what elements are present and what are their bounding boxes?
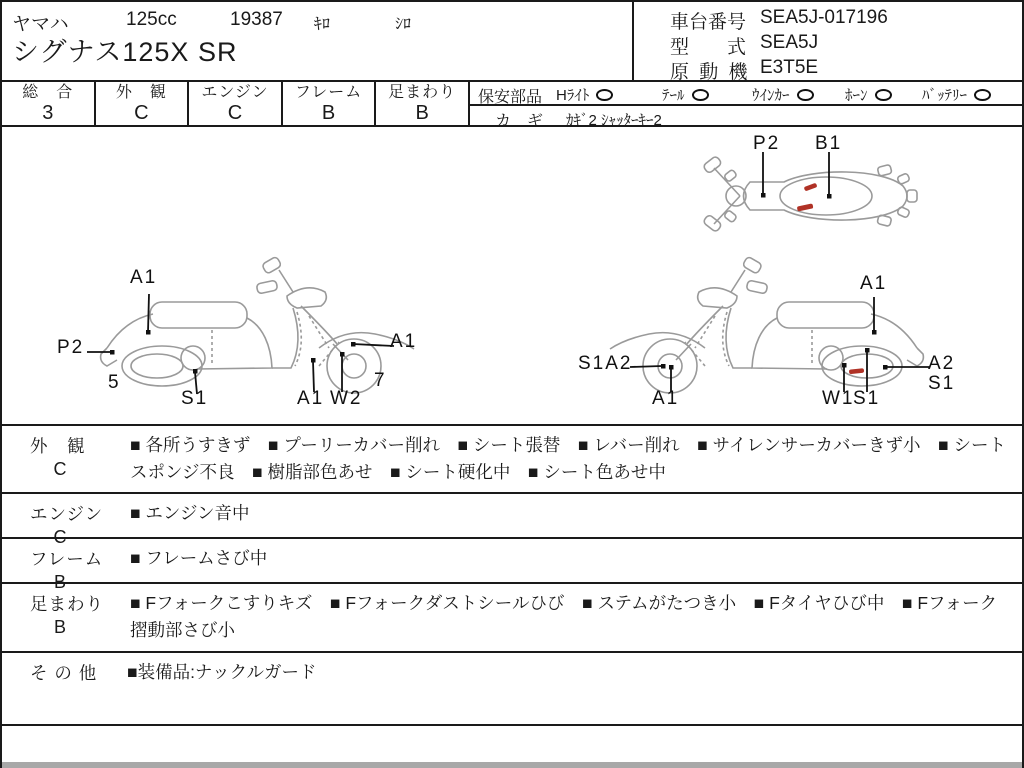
grade-box-undercarriage (376, 82, 470, 125)
front-wheel (327, 339, 381, 393)
seat-side (150, 302, 247, 328)
condition-row-other (2, 653, 1022, 726)
grade-value: B (415, 102, 429, 124)
condition-text: ■装備品:ナックルガード (127, 662, 317, 682)
safety-item-tail (662, 84, 709, 105)
condition-text: ■ Fフォークこすりキズ ■ Fフォークダストシールひび ■ ステムがたつき小 ■ Fタイヤひび中 ■ Fフォーク摺動部さび小 (130, 593, 998, 640)
condition-grade: C (53, 459, 67, 479)
damage-code-label: S1A2 (578, 353, 633, 374)
safety-parts-label: 保安部品 (478, 89, 543, 106)
color-code: ｼﾛ (395, 16, 412, 33)
key-value: ｶｷﾞ2 ｼｬｯﾀｰｷｰ2 (566, 112, 662, 129)
grade-box-exterior (96, 82, 190, 125)
damage-code-label: S1 (928, 373, 956, 394)
condition-row-frame (2, 539, 1022, 592)
condition-label: フレーム (30, 549, 104, 569)
damage-code-label: B1 (815, 133, 843, 154)
safety-item-horn (845, 84, 892, 105)
bottom-scan-edge (2, 762, 1022, 768)
damage-code-label: A1 (390, 331, 418, 352)
grade-box-engine (189, 82, 283, 125)
damage-code-label: A1 (130, 267, 158, 288)
damage-code-label: W1 (822, 388, 855, 409)
damage-mark (849, 368, 864, 374)
rear-wheel (122, 346, 202, 386)
ok-circle-icon (692, 89, 709, 101)
damage-code-label: S1 (181, 388, 209, 409)
key-row (470, 104, 1022, 130)
damage-mark (804, 183, 818, 192)
damage-code-label: W2 (330, 388, 363, 409)
grade-label: 外 観 (115, 84, 167, 101)
grade-value: 3 (42, 102, 54, 124)
grade-value: B (321, 102, 336, 124)
safety-item-name: ﾃｰﾙ (662, 87, 685, 104)
maker-name: ヤマハ (12, 14, 69, 35)
safety-item-battery (922, 84, 991, 105)
chassis-number: SEA5J-017196 (760, 7, 888, 28)
header-divider (632, 2, 634, 80)
condition-label: 外 観 (30, 436, 86, 456)
condition-label: そ の 他 (30, 663, 98, 683)
safety-item-name: ｳｲﾝｶｰ (752, 87, 790, 104)
condition-text: ■ フレームさび中 (130, 548, 268, 568)
damage-code-label: 7 (374, 370, 387, 391)
right-view-diagram (577, 254, 967, 414)
ok-circle-icon (797, 89, 814, 101)
grade-value: C (134, 102, 149, 124)
model-code-value: SEA5J (760, 32, 819, 53)
top-view-diagram (692, 130, 922, 245)
condition-label: エンジン (30, 504, 104, 524)
condition-grade: B (53, 617, 66, 637)
damage-code-label: A1 (860, 273, 888, 294)
condition-text: ■ エンジン音中 (130, 503, 250, 523)
engine-code-label: 原 動 機 (670, 62, 748, 83)
model-code-label: 型 式 (670, 37, 747, 58)
safety-item-headlight (556, 84, 613, 105)
mileage-unit: ｷﾛ (314, 16, 331, 33)
engine-code-value: E3T5E (760, 57, 819, 78)
grade-strip (2, 80, 1022, 130)
body-hull (744, 172, 908, 220)
safety-parts-row (470, 82, 1022, 104)
grade-label: フレーム (294, 84, 363, 101)
damage-code-label: P2 (753, 133, 781, 154)
safety-item-name: ﾎｰﾝ (845, 87, 868, 104)
damage-code-label: A2 (928, 353, 956, 374)
grade-value: C (227, 102, 243, 124)
safety-item-name: ﾊﾞｯﾃﾘｰ (922, 87, 968, 104)
grade-label: 足まわり (388, 84, 457, 101)
chassis-label: 車台番号 (670, 12, 747, 33)
ok-circle-icon (875, 89, 892, 101)
grade-boxes (2, 82, 470, 125)
damage-code-label: 5 (108, 372, 121, 393)
condition-label: 足まわり (30, 594, 104, 614)
condition-row-exterior (2, 426, 1022, 494)
ok-circle-icon (596, 89, 613, 101)
key-label: カ ギ (495, 113, 544, 130)
ok-circle-icon (974, 89, 991, 101)
condition-grade: C (53, 527, 67, 547)
damage-mark (797, 203, 814, 211)
condition-text: ■ 各所うすきず ■ プーリーカバー削れ ■ シート張替 ■ レバー削れ ■ サイレンサーカバーきず小 ■ シートスポンジ不良 ■ 樹脂部色あせ ■ シート硬化中 ■ シート色あせ中 (130, 435, 1006, 482)
condition-table (2, 424, 1022, 726)
leader-lines (761, 152, 832, 199)
scooter-top-view (703, 156, 917, 233)
seat-top (780, 177, 872, 215)
damage-code-label: S1 (853, 388, 881, 409)
safety-item-winker (752, 84, 814, 105)
condition-row-undercarriage (2, 584, 1022, 653)
model-name: シグナス125X SR (12, 37, 238, 67)
displacement: 125cc (126, 9, 177, 30)
grade-box-frame (283, 82, 377, 125)
condition-row-engine (2, 494, 1022, 547)
damage-code-label: P2 (57, 337, 85, 358)
mirror (262, 256, 282, 274)
grade-label: エンジン (201, 84, 269, 101)
safety-parts-area (470, 82, 1022, 130)
grade-box-overall (2, 82, 96, 125)
condition-grade: B (53, 572, 66, 592)
mileage-value: 19387 (230, 9, 283, 30)
damage-code-label: A1 (297, 388, 325, 409)
damage-marks (797, 183, 818, 212)
damage-code-label: A1 (652, 388, 680, 409)
grade-label: 総 合 (22, 84, 74, 101)
safety-item-name: Hﾗｲﾄ (556, 87, 590, 104)
